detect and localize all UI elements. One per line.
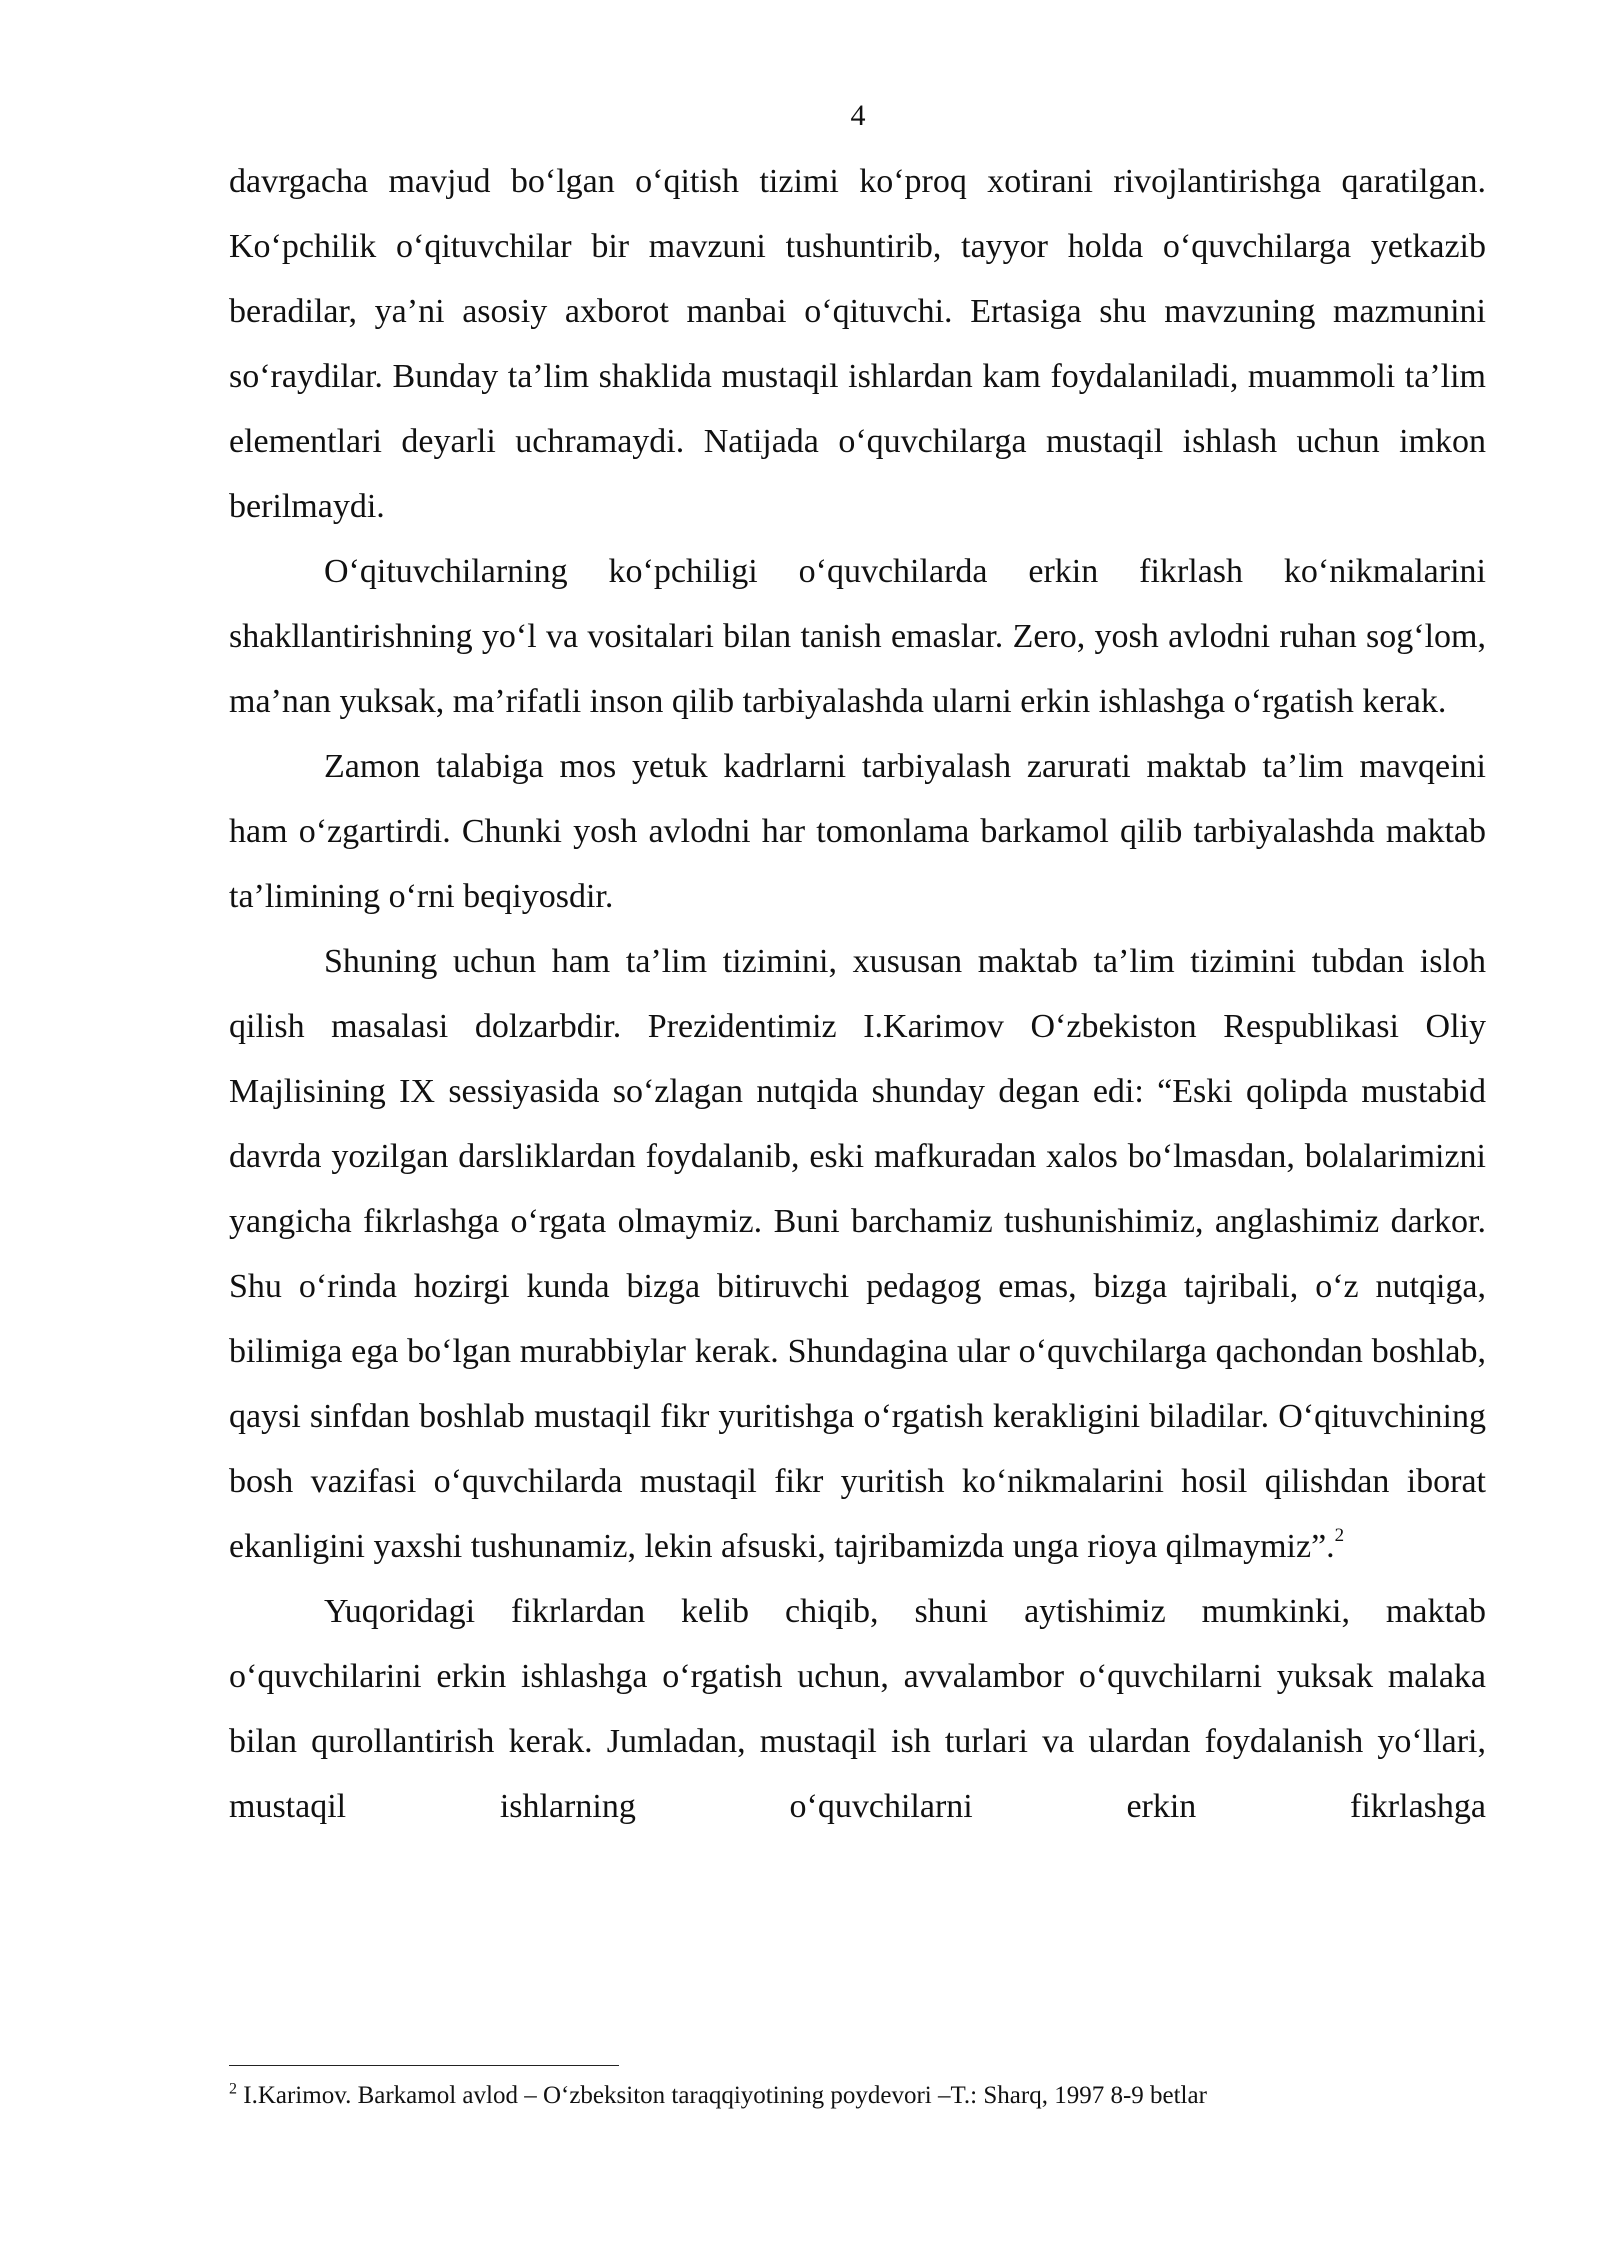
paragraph-3: Zamon talabiga mos yetuk kadrlarni tarbiyalash zarurati maktab ta’lim mavqeini ham o‘zgartirdi. Chunki yosh avlodni har tomonlama barkamol qilib tarbiyalashda maktab ta’limining o‘rni beqiyosdir. — [229, 748, 1486, 915]
paragraph-4-text: Shuning uchun ham ta’lim tizimini, xususan maktab ta’lim tizimini tubdan isloh qilish masalasi dolzarbdir. Prezidentimiz I.Karimov O‘zbekiston Respublikasi Oliy Majlisining IX sessiyasida so‘zlagan nutqida shunday degan edi: “Eski qolipda mustabid davrda yozilgan darsliklardan foydalanib, eski mafkuradan xalos bo‘lmasdan, bolalarimizni yangicha fikrlashga o‘rgata olmaymiz. Buni barchamiz tushunishimiz, anglashimiz darkor. Shu o‘rinda hozirgi kunda bizga bitiruvchi pedagog emas, bizga tajribali, o‘z nutqiga, bilimiga ega bo‘lgan murabbiylar kerak. Shundagina ular o‘quvchilarga qachondan boshlab, qaysi sinfdan boshlab mustaqil fikr yuritishga o‘rgatish kerakligini biladilar. O‘qituvchining bosh vazifasi o‘quvchilarda mustaqil fikr yuritish ko‘nikmalarini hosil qilishdan iborat ekanligini yaxshi tushunamiz, lekin afsuski, tajribamizda unga rioya qilmaymiz”. — [229, 943, 1486, 1565]
footnote-reference[interactable]: 2 — [1334, 1524, 1345, 1546]
paragraph-2: O‘qituvchilarning ko‘pchiligi o‘quvchilarda erkin fikrlash ko‘nikmalarini shakllantirishning yo‘l va vositalari bilan tanish emaslar. Zero, yosh avlodni ruhan sog‘lom, ma’nan yuksak, ma’rifatli inson qilib tarbiyalashda ularni erkin ishlashga o‘rgatish kerak. — [229, 553, 1486, 720]
footnote — [229, 2080, 1486, 2112]
paragraph-4 — [229, 929, 1486, 1579]
body-text — [229, 149, 1486, 1839]
page-number: 4 — [850, 99, 866, 132]
footnote-marker: 2 — [229, 2080, 237, 2098]
paragraph-5: Yuqoridagi fikrlardan kelib chiqib, shuni aytishimiz mumkinki, maktab o‘quvchilarini erkin ishlashga o‘rgatish uchun, avvalambor o‘quvchilarni yuksak malaka bilan qurollantirish kerak. Jumladan, mustaqil ish turlari va ulardan foydalanish yo‘llari, mustaqil ishlarning o‘quvchilarni erkin fikrlashga — [229, 1593, 1486, 1825]
footnote-separator — [229, 2065, 619, 2066]
paragraph-1: davrgacha mavjud bo‘lgan o‘qitish tizimi ko‘proq xotirani rivojlantirishga qaratilgan. Ko‘pchilik o‘qituvchilar bir mavzuni tushuntirib, tayyor holda o‘quvchilarga yetkazib beradilar, ya’ni asosiy axborot manbai o‘qituvchi. Ertasiga shu mavzuning mazmunini so‘raydilar. Bunday ta’lim shaklida mustaqil ishlardan kam foydalaniladi, muammoli ta’lim elementlari deyarli uchramaydi. Natijada o‘quvchilarga mustaqil ishlash uchun imkon berilmaydi. — [229, 163, 1486, 525]
footnote-text: I.Karimov. Barkamol avlod – O‘zbeksiton taraqqiyotining poydevori –T.: Sharq, 1997 8-9 betlar — [237, 2082, 1207, 2109]
